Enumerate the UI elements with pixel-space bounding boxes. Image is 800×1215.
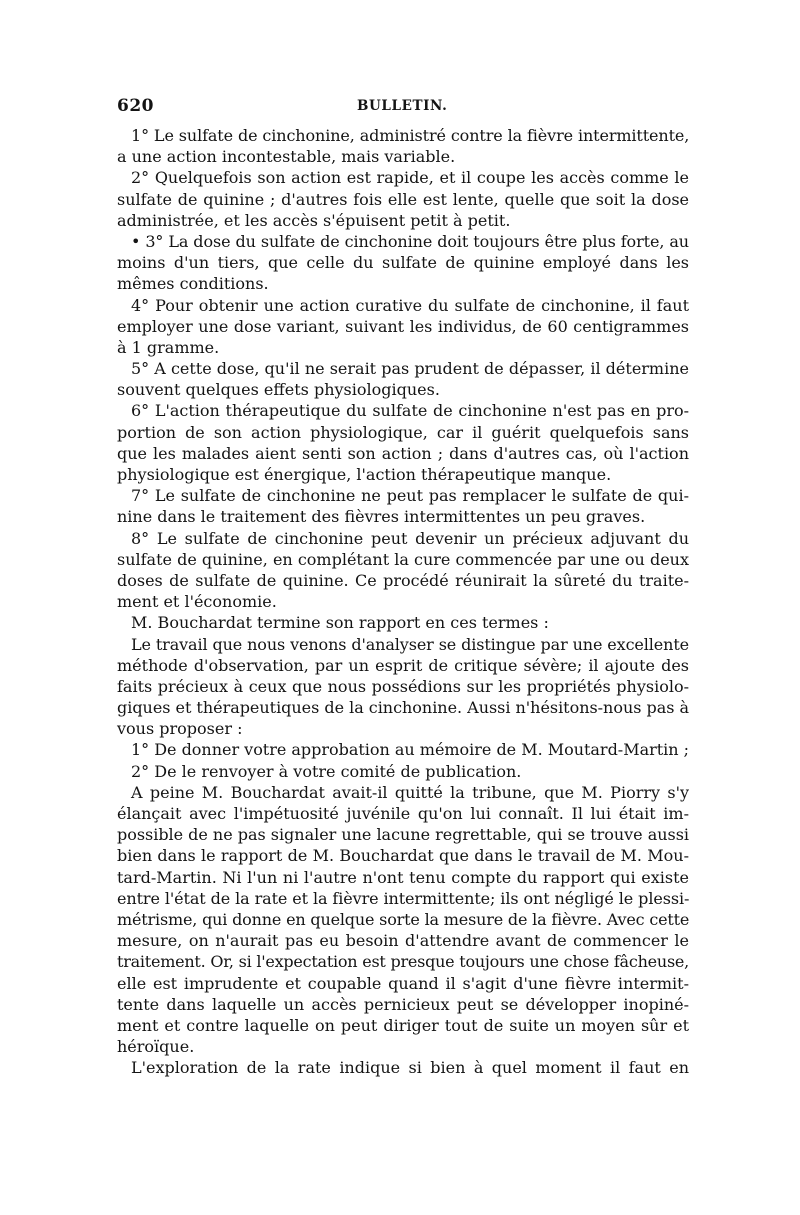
text-line: sulfate de quinine ; d'autres fois elle est lente, quelle que soit la dose bbox=[117, 189, 689, 209]
text-line: Le travail que nous venons d'analyser se distingue par une excellente bbox=[131, 634, 689, 654]
text-line: moins d'un tiers, que celle du sulfate de quinine employé dans les bbox=[117, 253, 689, 273]
text-line: portion de son action physiologique, car il guérit quelquefois sans bbox=[117, 422, 689, 442]
text-line: 5° A cette dose, qu'il ne serait pas prudent de dépasser, il détermine bbox=[131, 359, 689, 379]
text-line: doses de sulfate de quinine. Ce procédé réunirait la sûreté du traite- bbox=[117, 570, 689, 590]
text-line: nine dans le traitement des fièvres intermittentes un peu graves. bbox=[117, 507, 646, 527]
text-line: mesure, on n'aurait pas eu besoin d'attendre avant de commencer le bbox=[117, 931, 689, 951]
page-header bbox=[117, 96, 689, 120]
text-line: mêmes conditions. bbox=[117, 274, 269, 294]
text-line: L'exploration de la rate indique si bien à quel moment il faut en bbox=[131, 1058, 689, 1078]
text-line: héroïque. bbox=[117, 1037, 195, 1057]
text-line: ment et l'économie. bbox=[117, 592, 277, 612]
text-line: 1° Le sulfate de cinchonine, administré contre la fièvre intermittente, bbox=[131, 126, 690, 145]
text-line: • 3° La dose du sulfate de cinchonine doit toujours être plus forte, au bbox=[131, 231, 689, 251]
text-line: elle est imprudente et coupable quand il s'agit d'une fièvre intermit- bbox=[117, 973, 689, 993]
text-line: à 1 gramme. bbox=[117, 337, 220, 357]
text-line: entre l'état de la rate et la fièvre intermittente; ils ont négligé le plessi- bbox=[117, 888, 690, 908]
text-line: traitement. Or, si l'expectation est presque toujours une chose fâcheuse, bbox=[117, 952, 689, 972]
text-line: M. Bouchardat termine son rapport en ces termes : bbox=[131, 613, 549, 633]
text-line: 4° Pour obtenir une action curative du sulfate de cinchonine, il faut bbox=[131, 295, 689, 315]
text-line: physiologique est énergique, l'action thérapeutique manque. bbox=[117, 465, 612, 484]
text-line: administrée, et les accès s'épuisent petit à petit. bbox=[117, 210, 511, 230]
text-line: A peine M. Bouchardat avait-il quitté la tribune, que M. Piorry s'y bbox=[131, 782, 689, 802]
text-line: que les malades aient senti son action ; dans d'autres cas, où l'action bbox=[117, 443, 689, 463]
text-line: bien dans le rapport de M. Bouchardat que dans le travail de M. Mou- bbox=[117, 846, 689, 866]
running-title: BULLETIN. bbox=[357, 98, 448, 114]
text-line: possible de ne pas signaler une lacune regrettable, qui se trouve aussi bbox=[117, 825, 689, 845]
text-line: 8° Le sulfate de cinchonine peut devenir un précieux adjuvant du bbox=[131, 528, 689, 548]
text-line: souvent quelques effets physiologiques. bbox=[117, 380, 440, 400]
page-number: 620 bbox=[117, 96, 154, 116]
text-line: 2° De le renvoyer à votre comité de publication. bbox=[131, 761, 522, 781]
text-line: 7° Le sulfate de cinchonine ne peut pas remplacer le sulfate de qui- bbox=[131, 486, 689, 506]
text-line: 2° Quelquefois son action est rapide, et il coupe les accès comme le bbox=[131, 168, 689, 188]
text-line: 6° L'action thérapeutique du sulfate de cinchonine n'est pas en pro- bbox=[131, 401, 689, 421]
text-line: sulfate de quinine, en complétant la cure commencée par une ou deux bbox=[117, 549, 689, 569]
text-line: tard-Martin. Ni l'un ni l'autre n'ont tenu compte du rapport qui existe bbox=[117, 867, 689, 887]
text-line: giques et thérapeutiques de la cinchonine. Aussi n'hésitons-nous pas à bbox=[117, 698, 689, 718]
text-line: ment et contre laquelle on peut diriger tout de suite un moyen sûr et bbox=[117, 1015, 689, 1035]
text-line: méthode d'observation, par un esprit de critique sévère; il ajoute des bbox=[117, 655, 689, 675]
text-line: faits précieux à ceux que nous possédions sur les propriétés physiolo- bbox=[117, 676, 689, 696]
body-text bbox=[117, 125, 689, 1078]
text-line: a une action incontestable, mais variable. bbox=[117, 147, 456, 167]
text-line: 1° De donner votre approbation au mémoire de M. Moutard-Martin ; bbox=[131, 740, 689, 760]
text-line: métrisme, qui donne en quelque sorte la mesure de la fièvre. Avec cette bbox=[117, 909, 690, 929]
text-line: employer une dose variant, suivant les individus, de 60 centigrammes bbox=[117, 316, 689, 336]
text-line: vous proposer : bbox=[117, 719, 243, 739]
text-line: élançait avec l'impétuosité juvénile qu'on lui connaît. Il lui était im- bbox=[117, 804, 689, 823]
text-line: tente dans laquelle un accès pernicieux peut se développer inopiné- bbox=[117, 994, 689, 1014]
